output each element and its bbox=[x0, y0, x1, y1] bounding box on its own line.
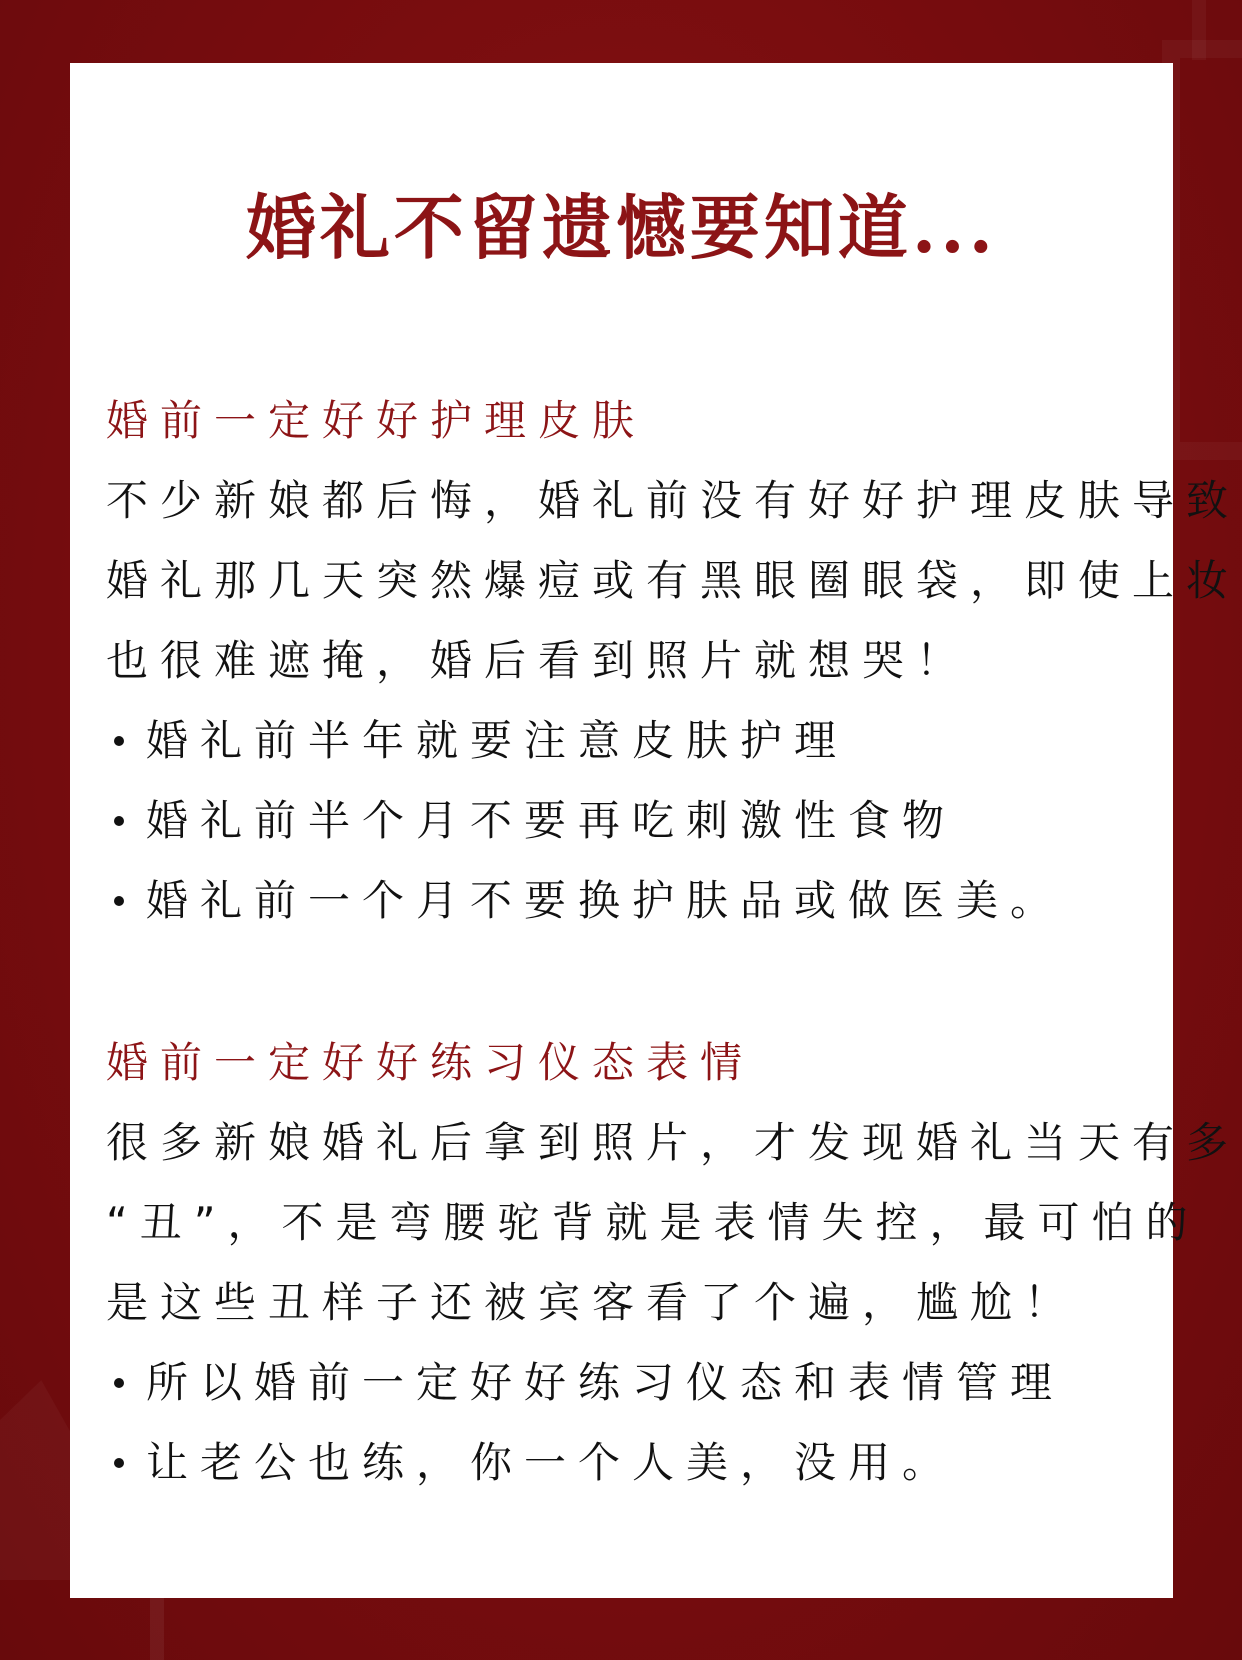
bullet-item bbox=[106, 781, 1146, 861]
bullet-item bbox=[106, 1343, 1146, 1423]
bullet-dot-icon bbox=[114, 736, 124, 746]
paragraph-line: 不少新娘都后悔，婚礼前没有好好护理皮肤导致 bbox=[106, 476, 1241, 525]
paragraph-line: 婚礼那几天突然爆痘或有黑眼圈眼袋，即使上妆 bbox=[106, 556, 1241, 605]
content-card bbox=[70, 63, 1241, 1598]
bullet-dot-icon bbox=[114, 896, 124, 906]
bullet-text: 婚礼前一个月不要换护肤品或做医美。 bbox=[146, 876, 1065, 925]
bullet-item bbox=[106, 861, 1146, 941]
background-decoration-right bbox=[1162, 40, 1242, 460]
section-heading: 婚前一定好好护理皮肤 bbox=[106, 396, 647, 445]
bullet-list bbox=[106, 701, 1146, 941]
background-decoration-pole bbox=[150, 1590, 164, 1660]
bullet-text: 婚礼前半年就要注意皮肤护理 bbox=[146, 716, 849, 765]
bullet-list bbox=[106, 1343, 1146, 1503]
bullet-dot-icon bbox=[114, 1458, 124, 1468]
bullet-text: 所以婚前一定好好练习仪态和表情管理 bbox=[146, 1358, 1065, 1407]
section-posture-expression bbox=[106, 1023, 1241, 1503]
paragraph-line: 也很难遮掩，婚后看到照片就想哭！ bbox=[106, 636, 971, 685]
bullet-text: 婚礼前半个月不要再吃刺激性食物 bbox=[146, 796, 957, 845]
section-paragraph bbox=[106, 461, 1241, 701]
bullet-text: 让老公也练，你一个人美，没用。 bbox=[146, 1438, 957, 1487]
bullet-item bbox=[106, 1423, 1146, 1503]
paragraph-line: 很多新娘婚礼后拿到照片，才发现婚礼当天有多 bbox=[106, 1118, 1241, 1167]
bullet-item bbox=[106, 701, 1146, 781]
paragraph-line: “丑”，不是弯腰驼背就是表情失控，最可怕的 bbox=[106, 1198, 1200, 1247]
section-skin-care bbox=[106, 381, 1241, 941]
paragraph-line: 是这些丑样子还被宾客看了个遍，尴尬！ bbox=[106, 1278, 1079, 1327]
page-title: 婚礼不留遗憾要知道... bbox=[245, 186, 998, 269]
bullet-dot-icon bbox=[114, 1378, 124, 1388]
bullet-dot-icon bbox=[114, 816, 124, 826]
section-heading: 婚前一定好好练习仪态表情 bbox=[106, 1038, 755, 1087]
background-decoration-top-right bbox=[1192, 0, 1232, 60]
section-paragraph bbox=[106, 1103, 1241, 1343]
